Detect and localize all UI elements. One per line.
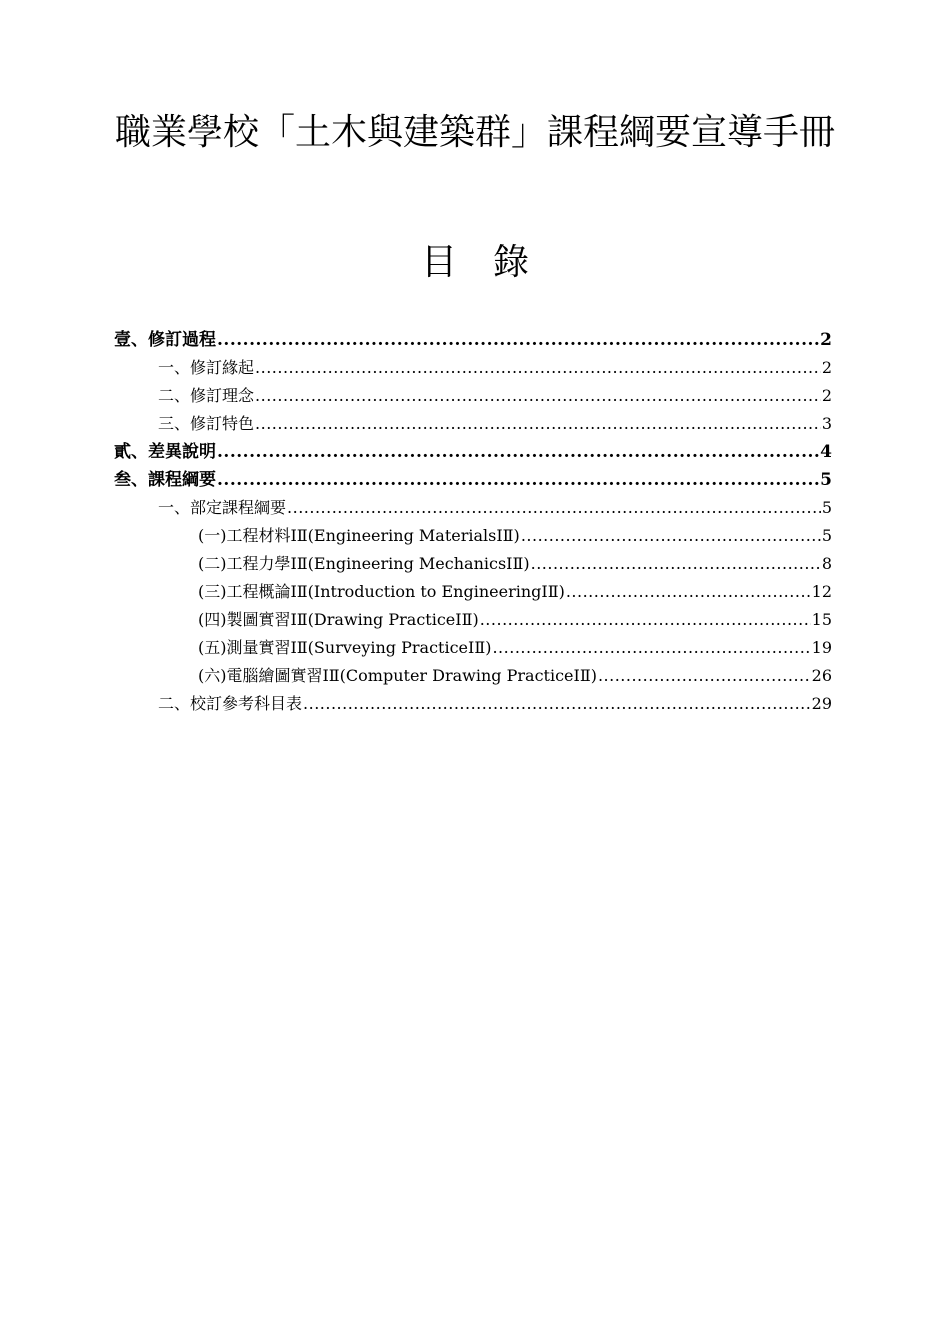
toc-page-number: 3: [821, 414, 832, 433]
toc-dot-leader: [521, 522, 821, 550]
toc-page-number: 5: [820, 470, 832, 490]
toc-page-number: 12: [811, 582, 832, 601]
toc-page-number: 2: [821, 358, 832, 377]
toc-entry[interactable]: [114, 578, 832, 606]
toc-page-number: 19: [811, 638, 832, 657]
toc-entry-title: 貳、差異說明: [114, 442, 216, 462]
toc-dot-leader: [492, 634, 810, 662]
toc-entry-title: (一)工程材料IⅡ(Engineering MaterialsⅠⅡ): [198, 526, 520, 545]
toc-dot-leader: [598, 662, 811, 690]
toc-heading: 目 錄: [420, 242, 529, 283]
toc-dot-leader: [566, 578, 811, 606]
toc-dot-leader: [255, 410, 821, 438]
toc-entry[interactable]: [114, 326, 832, 354]
toc-dot-leader: [531, 550, 821, 578]
toc-entry-title: 叁、課程綱要: [114, 470, 216, 490]
toc-dot-leader: [255, 382, 821, 410]
toc-entry-title: 三、修訂特色: [158, 414, 255, 433]
toc-entry[interactable]: [114, 438, 832, 466]
toc-entry-title: (三)工程概論IⅡ(Introduction to EngineeringⅠⅡ): [198, 582, 565, 601]
toc-dot-leader: [287, 494, 821, 522]
table-of-contents: [114, 326, 832, 718]
toc-entry[interactable]: [114, 382, 832, 410]
toc-entry-title: (二)工程力學IⅡ(Engineering MechanicsⅠⅡ): [198, 554, 530, 573]
toc-entry[interactable]: [114, 410, 832, 438]
toc-page-number: 29: [811, 694, 832, 713]
toc-entry[interactable]: [114, 606, 832, 634]
toc-dot-leader: [217, 326, 819, 354]
toc-entry[interactable]: [114, 634, 832, 662]
toc-entry[interactable]: [114, 354, 832, 382]
toc-entry-title: (四)製圖實習IⅡ(Drawing PracticeⅠⅡ): [198, 610, 479, 629]
toc-entry-title: (五)測量實習IⅡ(Surveying PracticeⅠⅡ): [198, 638, 492, 657]
toc-entry[interactable]: [114, 466, 832, 494]
toc-page-number: 8: [821, 554, 832, 573]
toc-page-number: 5: [821, 498, 832, 517]
toc-page-number: 4: [820, 442, 832, 462]
toc-page-number: 2: [820, 330, 832, 350]
toc-page-number: 26: [811, 666, 832, 685]
toc-entry-title: 壹、修訂過程: [114, 330, 216, 350]
toc-entry-title: 二、校訂參考科目表: [158, 694, 303, 713]
toc-entry-title: (六)電腦繪圖實習IⅡ(Computer Drawing PracticeⅠⅡ): [198, 666, 597, 685]
document-title: 職業學校「土木與建築群」課程綱要宣導手冊: [114, 112, 835, 153]
toc-dot-leader: [480, 606, 811, 634]
toc-entry[interactable]: [114, 690, 832, 718]
toc-entry[interactable]: [114, 522, 832, 550]
toc-page-number: 15: [811, 610, 832, 629]
toc-page-number: 5: [821, 526, 832, 545]
toc-dot-leader: [217, 438, 819, 466]
toc-entry-title: 一、部定課程綱要: [158, 498, 287, 517]
toc-entry[interactable]: [114, 550, 832, 578]
toc-entry-title: 一、修訂緣起: [158, 358, 255, 377]
toc-entry[interactable]: [114, 662, 832, 690]
toc-dot-leader: [303, 690, 811, 718]
toc-page-number: 2: [821, 386, 832, 405]
toc-entry-title: 二、修訂理念: [158, 386, 255, 405]
toc-dot-leader: [217, 466, 819, 494]
toc-dot-leader: [255, 354, 821, 382]
toc-entry[interactable]: [114, 494, 832, 522]
